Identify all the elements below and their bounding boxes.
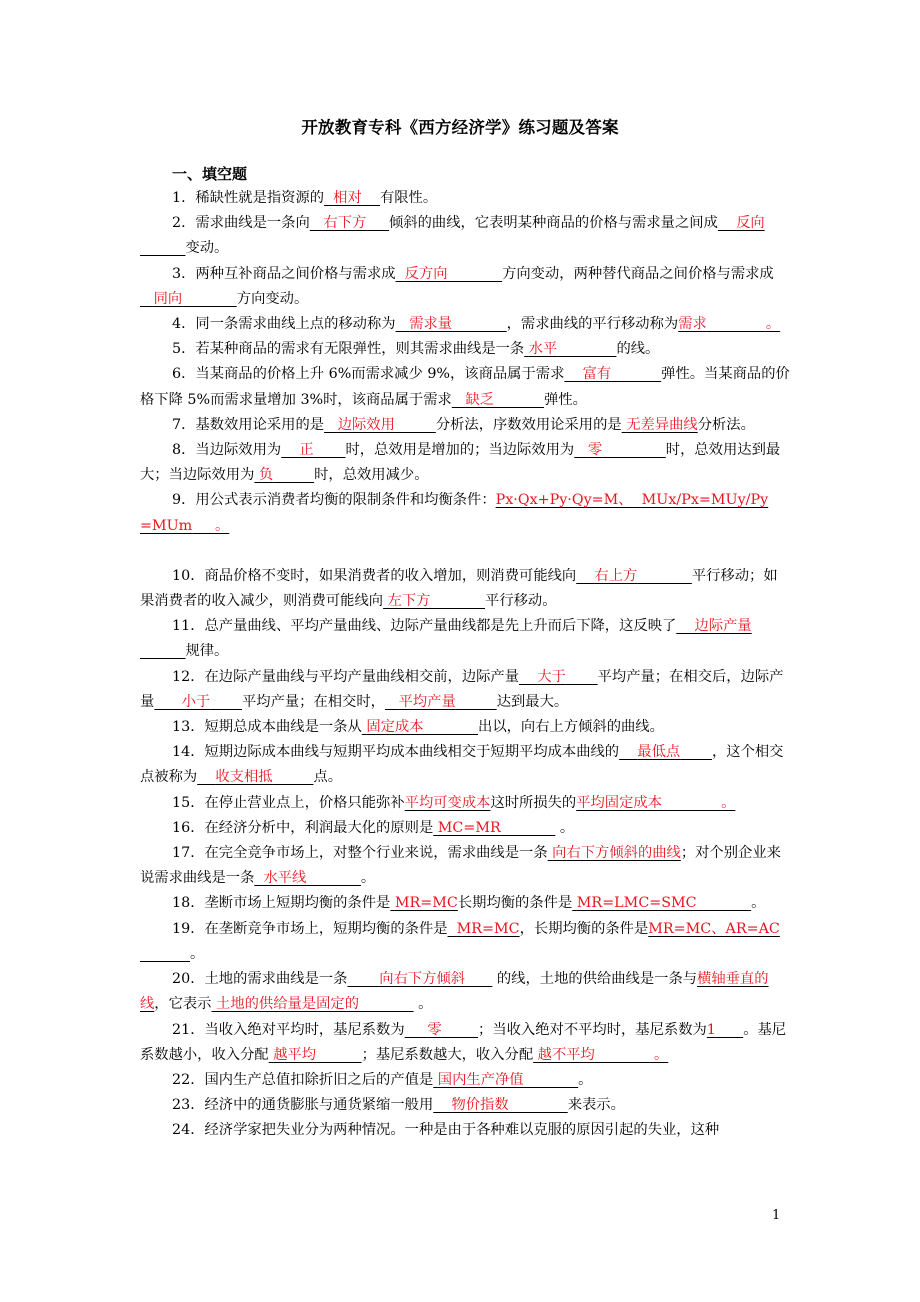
question-text: 。基尼系数越小，收入分配 bbox=[140, 1021, 787, 1063]
blank-line bbox=[306, 870, 361, 886]
blank-line bbox=[602, 442, 666, 458]
blank-line bbox=[324, 190, 333, 206]
question-text: 的线。 bbox=[616, 341, 660, 358]
question-text: ，需求曲线的平行移动称为 bbox=[506, 316, 679, 333]
blank-line bbox=[619, 744, 637, 760]
blank-line bbox=[718, 215, 736, 231]
answer-text: 正 bbox=[299, 442, 314, 459]
answer-text: 越不平均 bbox=[537, 1046, 595, 1063]
question-text: 平行移动；如果消费者的收入减少，则消费可能线向 bbox=[140, 567, 778, 610]
question-item bbox=[140, 891, 790, 916]
question-text: 16．在经济分析中，利润最大化的原则是 bbox=[172, 819, 434, 836]
answer-text: 边际产量 bbox=[694, 618, 752, 635]
answer-text: 。 bbox=[721, 794, 736, 811]
question-text: 变动。 bbox=[185, 240, 229, 257]
blank-line bbox=[494, 392, 544, 408]
question-text: 6．当某商品的价格上升 6%而需求减少 9%，该商品属于需求 bbox=[172, 366, 565, 383]
answer-text: 最低点 bbox=[637, 744, 681, 761]
question-item bbox=[140, 413, 790, 438]
blank-line bbox=[366, 215, 389, 231]
question-text: 21．当收入绝对平均时，基尼系数为 bbox=[172, 1021, 405, 1038]
answer-text: MC=MR bbox=[437, 819, 501, 836]
answer-text: 富有 bbox=[582, 366, 612, 383]
question-text: 22．国内生产总值扣除折旧之后的产值是 bbox=[172, 1071, 434, 1088]
answer-text: 相对 bbox=[333, 190, 362, 206]
question-item bbox=[140, 1018, 790, 1068]
blank-line bbox=[385, 694, 399, 710]
question-text: 来表示。 bbox=[567, 1097, 625, 1114]
question-text: 方向变动。 bbox=[236, 290, 309, 307]
answer-text: MR=MC bbox=[456, 920, 520, 937]
question-text: 8．当边际效用为 bbox=[172, 442, 282, 459]
answer-text: MR=LMC=SMC bbox=[576, 895, 697, 912]
answer-text: 向右下方倾斜 bbox=[379, 971, 466, 988]
question-text: 。 bbox=[555, 819, 575, 836]
blank-line bbox=[557, 341, 616, 357]
answer-text: MUx/Px=MUy/Py =MUm bbox=[140, 492, 769, 534]
blank-line bbox=[281, 442, 299, 458]
question-item bbox=[140, 841, 790, 891]
blank-line bbox=[509, 1097, 568, 1113]
question-text: 9．用公式表示消费者均衡的限制条件和均衡条件： bbox=[172, 492, 496, 509]
answer-text: 向右下方倾斜的曲线 bbox=[552, 845, 681, 862]
blank-line bbox=[633, 492, 642, 508]
answer-text: 。 bbox=[214, 517, 230, 534]
question-text: 12．在边际产量曲线与平均产量曲线相交前，边际产量 bbox=[172, 668, 520, 685]
question-item bbox=[140, 1068, 790, 1093]
question-text: 。 bbox=[751, 895, 766, 912]
answer-text: Px·Qx+Py·Qy=M、 bbox=[495, 492, 633, 509]
blank-line bbox=[707, 316, 766, 332]
question-text: 倾斜的曲线，它表明某种商品的价格与需求量之间成 bbox=[389, 215, 718, 232]
blank-line bbox=[442, 1022, 478, 1038]
blank-line bbox=[452, 392, 466, 408]
question-text: 17．在完全竞争市场上，对整个行业来说，需求曲线是一条 bbox=[172, 845, 548, 862]
blank-line bbox=[140, 240, 185, 256]
question-item bbox=[140, 211, 790, 261]
answer-text: 物价指数 bbox=[451, 1097, 509, 1114]
question-text: 时，总效用达到最大；当边际效用为 bbox=[140, 442, 781, 484]
blank-line bbox=[140, 946, 190, 962]
question-item bbox=[140, 917, 790, 967]
blank-line bbox=[396, 316, 410, 332]
page-number: 1 bbox=[772, 1208, 781, 1223]
blank-line bbox=[362, 190, 380, 206]
question-text: 14．短期边际成本曲线与短期平均成本曲线相交于短期平均成本曲线的 bbox=[172, 744, 620, 761]
answer-text: 需求 bbox=[678, 316, 707, 333]
question-item bbox=[140, 1118, 790, 1143]
blank-line bbox=[524, 1072, 579, 1088]
blank-line bbox=[452, 316, 507, 332]
question-item bbox=[140, 438, 790, 488]
blank-line bbox=[448, 921, 457, 937]
answer-text: 无差异曲线 bbox=[626, 416, 698, 433]
blank-line bbox=[192, 518, 215, 534]
question-text: 15．在停止营业点上，价格只能弥补 bbox=[172, 794, 405, 811]
answer-text: 。 bbox=[649, 1046, 669, 1063]
question-text: ；当收入绝对不平均时，基尼系数为 bbox=[478, 1021, 707, 1038]
blank-line bbox=[433, 1097, 451, 1113]
answer-text: 负 bbox=[258, 467, 274, 484]
blank-line bbox=[424, 719, 479, 735]
question-item bbox=[140, 1093, 790, 1118]
question-item bbox=[140, 791, 790, 816]
blank-line bbox=[501, 820, 556, 836]
blank-line bbox=[140, 291, 154, 307]
answer-text: MR=MC bbox=[394, 895, 458, 912]
question-item bbox=[140, 312, 790, 337]
blank-line bbox=[324, 417, 338, 433]
question-text: 这时所损失的 bbox=[490, 794, 577, 811]
blank-line bbox=[716, 1022, 743, 1038]
question-text: 弹性。 bbox=[544, 391, 587, 408]
blank-line bbox=[611, 366, 661, 382]
question-item bbox=[140, 665, 790, 715]
question-text: 18．垄断市场上短期均衡的条件是 bbox=[172, 895, 391, 912]
question-text: ，这个相交点被称为 bbox=[140, 744, 784, 786]
answer-text: 越平均 bbox=[273, 1046, 317, 1063]
blank-line bbox=[347, 971, 379, 987]
question-text: 平均产量；在相交时， bbox=[241, 693, 385, 710]
blank-line bbox=[316, 1047, 361, 1063]
blank-line bbox=[574, 442, 588, 458]
question-text: 1．稀缺性就是指资源的 bbox=[172, 190, 325, 206]
answer-text: 平均产量 bbox=[398, 693, 456, 710]
blank-line bbox=[310, 215, 324, 231]
question-item bbox=[140, 816, 790, 841]
question-text: 。 bbox=[413, 996, 433, 1013]
question-text: 。 bbox=[578, 1071, 593, 1088]
question-item bbox=[140, 337, 790, 362]
question-text: 平行移动。 bbox=[485, 593, 557, 610]
blank-line bbox=[359, 996, 414, 1012]
question-item bbox=[140, 614, 790, 664]
blank-line bbox=[465, 971, 492, 987]
question-text: 5．若某种商品的需求有无限弹性，则其需求曲线是一条 bbox=[172, 341, 525, 358]
question-text: 23．经济中的通货膨胀与通货紧缩一般用 bbox=[172, 1097, 434, 1114]
question-text: 分析法，序数效用论采用的是 bbox=[435, 416, 622, 433]
question-text: 4．同一条需求曲线上点的移动称为 bbox=[172, 316, 396, 333]
answer-text: 同向 bbox=[153, 290, 183, 307]
answer-text: 横轴垂直的线 bbox=[140, 971, 769, 1013]
blank-line bbox=[396, 266, 405, 282]
blank-line bbox=[182, 291, 237, 307]
question-text: 有限性。 bbox=[379, 190, 438, 206]
question-text: 3．两种互补商品之间价格与需求成 bbox=[172, 265, 396, 282]
question-item bbox=[140, 362, 790, 412]
blank-line bbox=[405, 1022, 428, 1038]
question-text: 点。 bbox=[313, 769, 343, 786]
answer-text: 平均固定成本 bbox=[576, 794, 662, 811]
question-text: 7．基数效用论采用的是 bbox=[172, 416, 325, 433]
answer-text: 左下方 bbox=[387, 593, 431, 610]
blank-line bbox=[519, 669, 537, 685]
blank-line bbox=[456, 694, 497, 710]
answer-text: 需求量 bbox=[409, 316, 453, 333]
answer-text: 1 bbox=[706, 1021, 716, 1038]
section-heading: 一、填空题 bbox=[172, 165, 248, 183]
blank-line bbox=[273, 769, 314, 785]
blank-line bbox=[576, 568, 594, 584]
blank-line bbox=[210, 694, 242, 710]
answer-text: 右上方 bbox=[594, 567, 638, 584]
question-item bbox=[140, 715, 790, 740]
question-text: ，长期均衡的条件是 bbox=[519, 920, 649, 937]
blank-line bbox=[430, 593, 485, 609]
answer-text: 收支相抵 bbox=[215, 769, 273, 786]
blank-line bbox=[680, 744, 712, 760]
answer-text: MR=MC、AR=AC bbox=[648, 920, 780, 937]
blank-line bbox=[564, 366, 582, 382]
blank-line bbox=[154, 694, 181, 710]
blank-line bbox=[197, 769, 215, 785]
question-text: 19．在垄断竞争市场上，短期均衡的条件是 bbox=[172, 920, 448, 937]
answer-text: 反向 bbox=[736, 215, 765, 232]
question-text: 时，总效用减少。 bbox=[314, 467, 429, 484]
answer-text: 零 bbox=[427, 1021, 442, 1038]
question-text: 出以，向右上方倾斜的曲线。 bbox=[478, 719, 664, 736]
blank-line bbox=[697, 895, 752, 911]
question-text: 长期均衡的条件是 bbox=[457, 895, 573, 912]
question-text: 2．需求曲线是一条向 bbox=[172, 215, 310, 232]
question-text: 。 bbox=[190, 945, 205, 962]
question-text: 规律。 bbox=[185, 643, 229, 660]
blank-line bbox=[395, 417, 436, 433]
question-text: 11．总产量曲线、平均产量曲线、边际产量曲线都是先上升而后下降，这反映了 bbox=[172, 618, 677, 635]
blank-line bbox=[448, 266, 503, 282]
blank-line bbox=[637, 568, 692, 584]
answer-text: 水平 bbox=[528, 341, 558, 358]
answer-text: 缺乏 bbox=[465, 391, 495, 408]
answer-text: 。 bbox=[765, 316, 781, 333]
question-text: 时，总效用是增加的；当边际效用为 bbox=[345, 442, 575, 459]
answer-text: 平均可变成本 bbox=[404, 794, 491, 811]
blank-line bbox=[676, 618, 694, 634]
blank-line bbox=[566, 669, 598, 685]
question-text: 方向变动，两种替代商品之间价格与需求成 bbox=[502, 265, 774, 282]
question-list bbox=[140, 186, 790, 1144]
answer-text: 土地的供给量是固定的 bbox=[216, 996, 359, 1013]
blank-line bbox=[140, 643, 185, 659]
question-text: 达到最大。 bbox=[496, 693, 569, 710]
question-item bbox=[140, 262, 790, 312]
blank-line bbox=[314, 442, 346, 458]
answer-text: 水平线 bbox=[263, 870, 307, 887]
answer-text: 边际效用 bbox=[337, 416, 395, 433]
question-text: ；对个别企业来说需求曲线是一条 bbox=[140, 845, 781, 887]
question-item bbox=[140, 564, 790, 614]
question-item bbox=[140, 186, 790, 211]
document-title: 开放教育专科《西方经济学》练习题及答案 bbox=[301, 118, 619, 137]
blank-line bbox=[662, 795, 721, 811]
question-text: 分析法。 bbox=[697, 416, 755, 433]
question-text: 13．短期总成本曲线是一条从 bbox=[172, 719, 362, 736]
blank-line bbox=[595, 1047, 650, 1063]
question-item bbox=[140, 488, 790, 538]
answer-text: 小于 bbox=[181, 693, 211, 710]
answer-text: 零 bbox=[587, 442, 603, 459]
question-text: 。 bbox=[360, 870, 376, 887]
question-text: ，它表示 bbox=[154, 996, 212, 1013]
blank-line bbox=[273, 467, 314, 483]
question-text: 平均产量；在相交后，边际产量 bbox=[140, 668, 784, 710]
question-item bbox=[140, 740, 790, 790]
question-text: 10．商品价格不变时，如果消费者的收入增加，则消费可能线向 bbox=[172, 567, 577, 584]
question-text: 24．经济学家把失业分为两种情况。一种是由于各种难以克服的原因引起的失业，这种 bbox=[172, 1122, 720, 1139]
answer-text: 右下方 bbox=[323, 215, 367, 232]
question-text: 弹性。当某商品的价格下降 5%而需求量增加 3%时，该商品属于需求 bbox=[140, 366, 790, 408]
answer-text: 大于 bbox=[537, 668, 566, 685]
question-text: 20．土地的需求曲线是一条 bbox=[172, 971, 348, 988]
answer-text: 固定成本 bbox=[366, 719, 424, 736]
question-item bbox=[140, 967, 790, 1017]
answer-text: 反方向 bbox=[404, 265, 448, 282]
question-text: ；基尼系数越大，收入分配 bbox=[361, 1046, 534, 1063]
question-text: 的线，土地的供给曲线是一条与 bbox=[492, 971, 698, 988]
answer-text: 国内生产净值 bbox=[437, 1071, 524, 1088]
